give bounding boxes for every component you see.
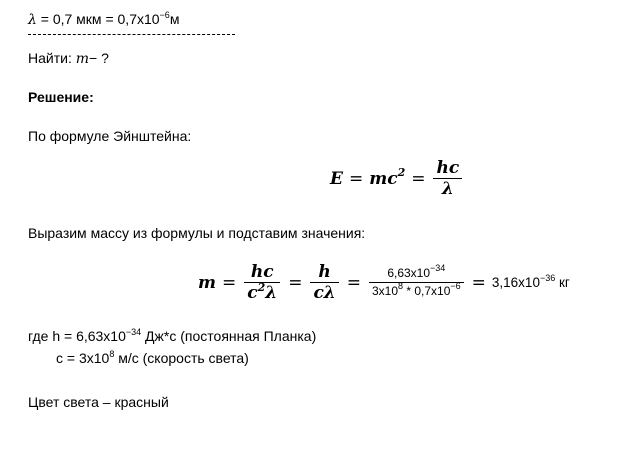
planck-rest: Дж*с (постоянная Планка) [141, 328, 317, 344]
formula2-lhs: m [198, 272, 216, 293]
speed-line [56, 349, 249, 367]
fraction3-numerator: $6,63x10^{-34}$ [387, 263, 446, 280]
find-line [28, 49, 109, 68]
given-exponent: −6 [159, 10, 170, 20]
fraction2-numerator: h [318, 262, 331, 282]
fraction2-denominator: cλ [313, 283, 336, 303]
formula2-eq2: = [288, 272, 303, 293]
find-rest: − ? [89, 50, 109, 66]
planck-text: где h = 6,63x10 [28, 328, 126, 344]
lambda-symbol: λ [28, 12, 37, 28]
planck-exponent: −34 [125, 327, 142, 337]
find-variable: m [75, 51, 90, 67]
find-label: Найти: [28, 50, 76, 66]
einstein-formula [330, 158, 464, 199]
speed-text: c = 3x10 [56, 350, 110, 366]
given-unit: м [169, 11, 180, 27]
formula2-result: $3,16x10^{-36}$ кг [491, 273, 570, 290]
einstein-text: По формуле Эйнштейна: [28, 128, 192, 144]
given-equation: = 0,7 мкм = 0,7x10 [36, 11, 160, 27]
given-line [28, 10, 179, 29]
formula1-eq: = [348, 168, 364, 189]
formula2-fraction3 [369, 265, 464, 300]
formula1-fraction [433, 158, 462, 199]
planck-line [28, 327, 316, 345]
formula1-denominator: λ [441, 179, 454, 199]
formula1-eq2: = [411, 168, 426, 189]
separator-line [28, 34, 235, 35]
fraction1-numerator: hc [250, 262, 274, 282]
speed-exponent: 8 [109, 349, 115, 359]
express-text: Выразим массу из формулы и подставим значения: [28, 225, 366, 241]
formula2-eq3: = [346, 272, 361, 293]
mass-formula [198, 262, 570, 303]
formula1-numerator: hc [436, 158, 460, 178]
color-text: Цвет света – красный [28, 394, 169, 410]
formula2-eq1: = [222, 272, 237, 293]
formula2-fraction1 [244, 262, 280, 303]
formula2-fraction2 [310, 262, 338, 303]
formula1-lhs: E [330, 168, 343, 189]
speed-rest: м/с (скорость света) [114, 350, 249, 366]
formula2-eq4: = [471, 272, 486, 293]
formula1-mc: $mc^2$ [369, 165, 406, 189]
fraction1-denominator: $c^2\lambda$ [247, 281, 278, 303]
solution-heading: Решение: [28, 89, 94, 105]
fraction3-denominator: $3x10^8 * 0,7x10^{-6}$ [371, 281, 461, 298]
